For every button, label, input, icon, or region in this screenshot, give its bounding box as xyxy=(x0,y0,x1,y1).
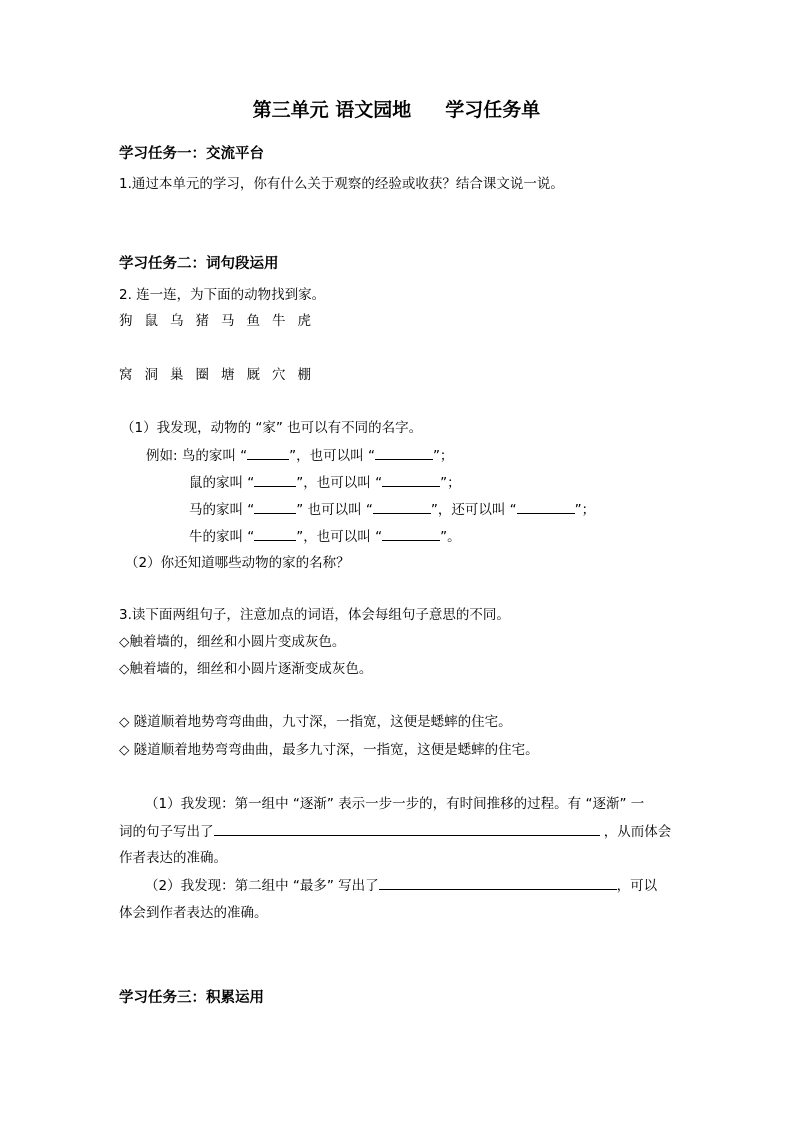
example-text: 马的家叫 “ xyxy=(189,502,255,518)
fill-blank[interactable] xyxy=(254,473,296,487)
home-list xyxy=(119,366,323,384)
example-text: 牛的家叫 “ xyxy=(189,529,255,545)
animal-list xyxy=(119,312,323,330)
example-text: ”，也可以叫 “ xyxy=(296,475,383,491)
fill-blank[interactable] xyxy=(382,473,440,487)
example-line-bird xyxy=(146,446,453,465)
sentence-1: ◇触着墙的，细丝和小圆片变成灰色。 xyxy=(119,634,346,650)
finding-1-line-3: 作者表达的准确。 xyxy=(119,850,227,866)
title-worksheet: 学习任务单 xyxy=(445,99,541,121)
home-item: 塘 xyxy=(221,367,235,383)
fill-blank[interactable] xyxy=(254,527,296,541)
fill-blank[interactable] xyxy=(214,822,600,836)
task2-heading: 学习任务二：词句段运用 xyxy=(119,256,279,272)
sub-question-1: （1）我发现，动物的 “家” 也可以有不同的名字。 xyxy=(121,420,423,436)
animal-item: 鱼 xyxy=(246,313,260,329)
sentence-4: ◇ 隧道顺着地势弯弯曲曲，最多九寸深，一指宽，这便是蟋蟀的住宅。 xyxy=(119,742,539,758)
home-item: 圈 xyxy=(195,367,209,383)
task1-heading: 学习任务一：交流平台 xyxy=(119,146,264,162)
home-item: 洞 xyxy=(144,367,158,383)
task2-question-3: 3.读下面两组句子，注意加点的词语，体会每组句子意思的不同。 xyxy=(119,607,510,623)
animal-item: 牛 xyxy=(272,313,286,329)
fill-blank[interactable] xyxy=(254,500,296,514)
fill-blank[interactable] xyxy=(247,446,289,460)
sub-question-2: （2）你还知道哪些动物的家的名称？ xyxy=(125,555,350,571)
example-text: ”； xyxy=(440,475,461,491)
animal-item: 猪 xyxy=(195,313,209,329)
animal-item: 乌 xyxy=(170,313,184,329)
home-item: 窝 xyxy=(119,367,133,383)
title-unit: 第三单元 语文园地 xyxy=(252,99,412,121)
example-text: ”，还可以叫 “ xyxy=(430,502,517,518)
fill-blank[interactable] xyxy=(379,876,617,890)
task3-heading: 学习任务三：积累运用 xyxy=(119,990,264,1006)
task1-question: 1.通过本单元的学习，你有什么关于观察的经验或收获？结合课文说一说。 xyxy=(119,176,564,192)
example-text: ”，也可以叫 “ xyxy=(296,529,383,545)
animal-item: 狗 xyxy=(119,313,133,329)
sentence-2: ◇触着墙的，细丝和小圆片逐渐变成灰色。 xyxy=(119,661,373,677)
example-line-horse xyxy=(189,500,595,519)
fill-blank[interactable] xyxy=(373,500,431,514)
example-text: 鼠的家叫 “ xyxy=(189,475,255,491)
example-text: 鸟的家叫 “ xyxy=(181,448,248,464)
home-item: 穴 xyxy=(272,367,286,383)
example-text: ”； xyxy=(574,502,596,518)
animal-item: 鼠 xyxy=(144,313,158,329)
finding-text: ，可以 xyxy=(616,878,658,894)
finding-text: 词的句子写出了 xyxy=(119,824,214,840)
example-text: ”，也可以叫 “ xyxy=(289,448,375,464)
home-item: 巢 xyxy=(170,367,184,383)
example-text: ”。 xyxy=(440,529,461,545)
fill-blank[interactable] xyxy=(517,500,575,514)
task2-question-2: 2. 连一连，为下面的动物找到家。 xyxy=(119,287,326,303)
animal-item: 虎 xyxy=(297,313,311,329)
finding-2-line-2: 体会到作者表达的准确。 xyxy=(119,905,268,921)
animal-item: 马 xyxy=(221,313,235,329)
home-item: 厩 xyxy=(246,367,260,383)
fill-blank[interactable] xyxy=(375,446,433,460)
fill-blank[interactable] xyxy=(382,527,440,541)
finding-1-line-2 xyxy=(119,822,671,841)
finding-text: （2）我发现：第二组中 “最多” 写出了 xyxy=(145,878,379,894)
page-title xyxy=(0,98,793,122)
finding-1-line-1: （1）我发现：第一组中 “逐渐” 表示一步一步的，有时间推移的过程。有 “逐渐” 一 xyxy=(145,796,645,812)
sentence-3: ◇ 隧道顺着地势弯弯曲曲，九寸深，一指宽，这便是蟋蟀的住宅。 xyxy=(119,714,512,730)
example-text: ”； xyxy=(432,448,454,464)
home-item: 棚 xyxy=(297,367,311,383)
example-line-mouse xyxy=(189,473,461,492)
example-text: ” 也可以叫 “ xyxy=(296,502,373,518)
finding-2-line-1 xyxy=(145,876,657,895)
finding-text: ，从而体会 xyxy=(599,824,672,840)
example-line-cow xyxy=(189,527,461,546)
example-prefix: 例如: xyxy=(146,448,178,464)
